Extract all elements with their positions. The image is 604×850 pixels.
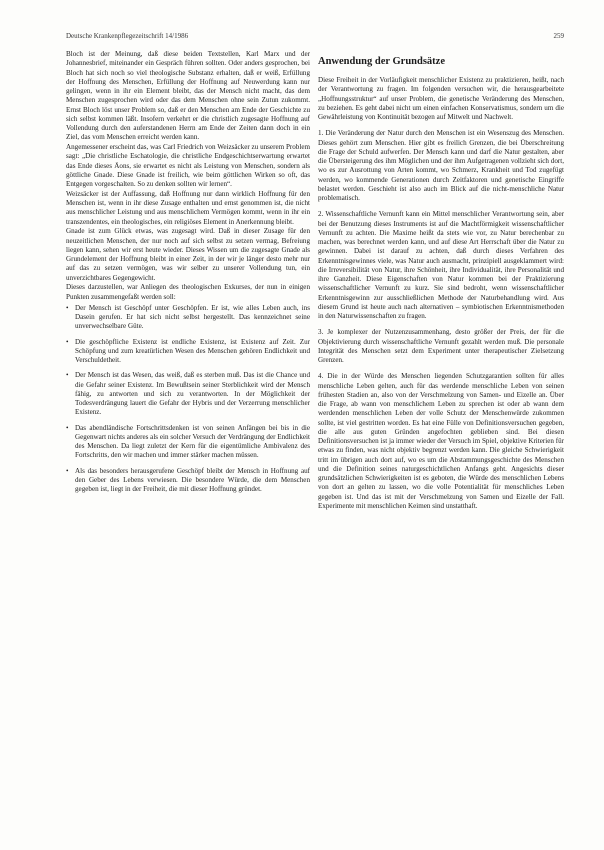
bullet-icon: • xyxy=(66,423,69,432)
list-item-text: Das abendländische Fortschrittsdenken ist von seinen Anfängen bei bis in die Gegenwart nichts anderes als ein solcher Versuch der Verdrängung der Endlichkeit des Menschen. Da liegt zuletzt der Kern für die eigentümliche Ambivalenz des Fortschritts, den wir machen und immer stärker machen müssen. xyxy=(75,423,310,460)
bullet-icon: • xyxy=(66,466,69,475)
list-item xyxy=(66,338,310,366)
body-paragraph: Bloch ist der Meinung, daß diese beiden Textstellen, Karl Marx und der Johannesbrief, miteinander ein Gespräch führen sollten. Oder anders gesprochen, bei Bloch hat sich noch so viel theologische Substanz erhalten, daß er weiß, Erfüllung der Hoffnung des Menschen, Erfüllung der Hoffnung auf Neuwerdung kann nur gelingen, wenn in ihr ein Element bleibt, das der Mensch nicht macht, das dem Menschen zugesprochen wird oder das dem Menschen ohne sein Zutun zukommt. Ernst Bloch löst unser Problem so, daß er den Menschen am Ende der Geschichte zu sich selbst kommen läßt. Insofern verkehrt er die christlich zugesagte Hoffnung auf Vollendung durch den auferstandenen Herrn am Ende der Zeiten dann doch in ein Ziel, das vom Menschen erreicht werden kann. xyxy=(66,50,310,142)
summary-list xyxy=(66,304,310,495)
journal-title: Deutsche Krankenpflegezeitschrift 14/1986 xyxy=(66,32,189,40)
bullet-icon: • xyxy=(66,371,69,380)
list-item-text: Die geschöpfliche Existenz ist endliche Existenz, ist Existenz auf Zeit. Zur Schöpfung und zum kreatürlichen Wesen des Menschen gehören Endlichkeit und Verschuldetheit. xyxy=(75,337,310,364)
list-item xyxy=(66,304,310,332)
numbered-point: 4. Die in der Würde des Menschen liegenden Schutzgarantien sollten für alles menschliche Leben gelten, auch für das werdende menschliche Leben von seinen frühesten Stadien an, also von der Verschmelzung von Samen- und Eizelle an. Über die Frage, ab wann von menschlichem Leben zu sprechen ist oder ab wann dem werdenden menschlichen Leben der volle Schutz der Menschenwürde zukommen sollte, ist viel gestritten worden. Es hat eine Fülle von Definitionsversuchen gegeben, die alle aus guten Gründen angefochten geblieben sind. Bei diesen Definitionsversuchen ist ja immer wieder der Versuch im Spiel, objektive Kriterien für etwas zu finden, was nicht objektiv begrenzt werden kann. Die gleiche Schwierigkeit tritt im übrigen auch dort auf, wo es um die Abstammungsgeschichte des Menschen und die Definition seines naturgeschichtlichen Anfangs geht. Angesichts dieser grundsätzlichen Schwierigkeiten ist es geboten, die Würde des menschlichen Lebens von dort an gelten zu lassen, wo die volle Potentialität für menschliches Leben gegeben ist. Und das ist mit der Verschmelzung von Samen und Eizelle der Fall. Experimente mit menschlichen Keimen sind unstatthaft. xyxy=(318,372,564,510)
left-column xyxy=(66,50,310,500)
bullet-icon: • xyxy=(66,337,69,346)
body-paragraph: Angemessener erscheint das, was Carl Friedrich von Weizsäcker zu unserem Problem sagt: „Die christliche Eschatologie, die christliche Endgeschichtserwartung erwartet das Ende dieses Äons, sie erwartet es nicht als Leistung von Menschen, sondern als göttliche Gnade. Diese Gnade ist freilich, wie beim göttlichen Wirken so oft, das Entgegen vorgeschalten. So zu denken sollten wir lernen“. xyxy=(66,143,310,188)
numbered-point: 1. Die Veränderung der Natur durch den Menschen ist ein Wesenszug des Menschen. Dieses gehört zum Menschen. Hier gibt es freilich Grenzen, die bei Überschreitung die Frage der Schuld aufwerfen. Der Mensch kann und darf die Natur gestalten, aber die Übersteigerung des ihm Möglichen und der ihm Aufgetragenen vollzieht sich dort, wo es zur Ausrottung von Arten kommt, wo Schmerz, Krankheit und Tod zugefügt werden, wo kommende Generationen durch Zeitfaktoren und genetische Eingriffe belastet werden. Geschieht ist also auch im Blick auf die nicht-menschliche Natur problematisch. xyxy=(318,129,564,202)
right-column xyxy=(318,50,564,518)
body-paragraph: Gnade ist zum Glück etwas, was zugesagt wird. Daß in dieser Zusage für den neuzeitlichen Menschen, der nur noch auf sich selbst zu setzen vermag, Befreiung liegen kann, sehen wir erst heute wieder. Dieses Wissen um die zugesagte Gnade als Grundelement der Hoffnung bleibt in einer Zeit, in der wir je länger desto mehr nur auf das zu setzen vermögen, was wir selber zu unserer Vollendung tun, ein unverzichtbares Gegengewicht. xyxy=(66,227,310,282)
running-head xyxy=(66,32,564,44)
numbered-point: 3. Je komplexer der Nutzenzusammenhang, desto größer der Preis, der für die Objektivierung durch wissenschaftliche Vernunft gezahlt werden muß. Die personale Integrität des Menschen setzt dem Experiment unter therapeutischer Zielsetzung Grenzen. xyxy=(318,328,564,364)
list-item-text: Als das besonders herausgerufene Geschöpf bleibt der Mensch in Hoffnung auf den Geber des Lebens verwiesen. Die besondere Würde, die dem Menschen gegeben ist, liegt in der Freiheit, die mit dieser Hoffnung gründet. xyxy=(75,466,310,493)
list-item xyxy=(66,467,310,495)
list-item-text: Der Mensch ist das Wesen, das weiß, daß es sterben muß. Das ist die Chance und die Gefahr seiner Existenz. Im Bewußtsein seiner Sterblichkeit wird der Mensch fähig, zu antworten und sich zu verantworten. In der Möglichkeit der Todesverdrängung lauert die Gefahr der Hybris und der Verzerrung menschlicher Existenz. xyxy=(75,371,310,417)
body-paragraph: Diese Freiheit in der Vorläufigkeit menschlicher Existenz zu praktizieren, heißt, nach der Verantwortung zu fragen. Im folgenden versuchen wir, die herausgearbeitete „Hoffnungsstruktur“ auf unser Problem, die genetische Veränderung des Menschen, zu beziehen. Es geht dabei nicht um einen einfachen Konservatismus, sondern um die Gewährleistung von Kontinuität bezogen auf Mitwelt und Nachwelt. xyxy=(318,76,564,121)
list-item-text: Der Mensch ist Geschöpf unter Geschöpfen. Er ist, wie alles Leben auch, ins Dasein gerufen. Er hat sich nicht selbst hergestellt. Das kennzeichnet seine unverwechselbare Güte. xyxy=(75,303,310,331)
body-paragraph: Dieses darzustellen, war Anliegen des theologischen Exkurses, der nun in einigen Punkten zusammengefaßt werden soll: xyxy=(66,283,310,301)
numbered-point: 2. Wissenschaftliche Vernunft kann ein Mittel menschlicher Verantwortung sein, aber bei der Benutzung dieses Instruments ist auf die Machtförmigkeit wissenschaftlicher Vernunft zu achten. Die Maxime heißt da stets wie vor, zu Natur berechenbar zu machen, was berechnet werden kann, und auf diese Art Herrschaft über die Natur zu gewinnen. Dabei ist darauf zu achten, daß durch dieses Verfahren des Erkenntnisgewinnes viele, was Natur auch ausmacht, prinzipiell ausgeklammert wird: die Irreversibilität von Natur, ihre Schönheit, ihre Individualität, ihre Personalität und ihre Ganzheit. Diese Eigenschaften von Natur kommen bei der Praktizierung wissenschaftlicher Vernunft zu kurz. Sie sind bedroht, wenn wissenschaftlicher Erkenntnisgewinn zur ausschließlichen Methode der Naturbehandlung wird. Aus diesem Grund ist heute auch nach alternativen – symbiotischen Erkenntnismethoden in den Naturwissenschaften zu fragen. xyxy=(318,210,564,320)
section-heading: Anwendung der Grundsätze xyxy=(318,56,445,67)
list-item xyxy=(66,424,310,461)
bullet-icon: • xyxy=(66,303,69,312)
list-item xyxy=(66,371,310,417)
body-paragraph: Weizsäcker ist der Auffassung, daß Hoffnung nur dann wirklich Hoffnung für den Menschen ist, wenn in ihr diese Zusage enthalten und ernst genommen ist, die nicht aus menschlicher Leistung und aus menschlichem Vermögen kommt, wenn in ihr ein transzendentes, ein theologisches, ein religiöses Element in Anerkennung bleibt. xyxy=(66,189,310,226)
page-number: 259 xyxy=(553,32,564,40)
